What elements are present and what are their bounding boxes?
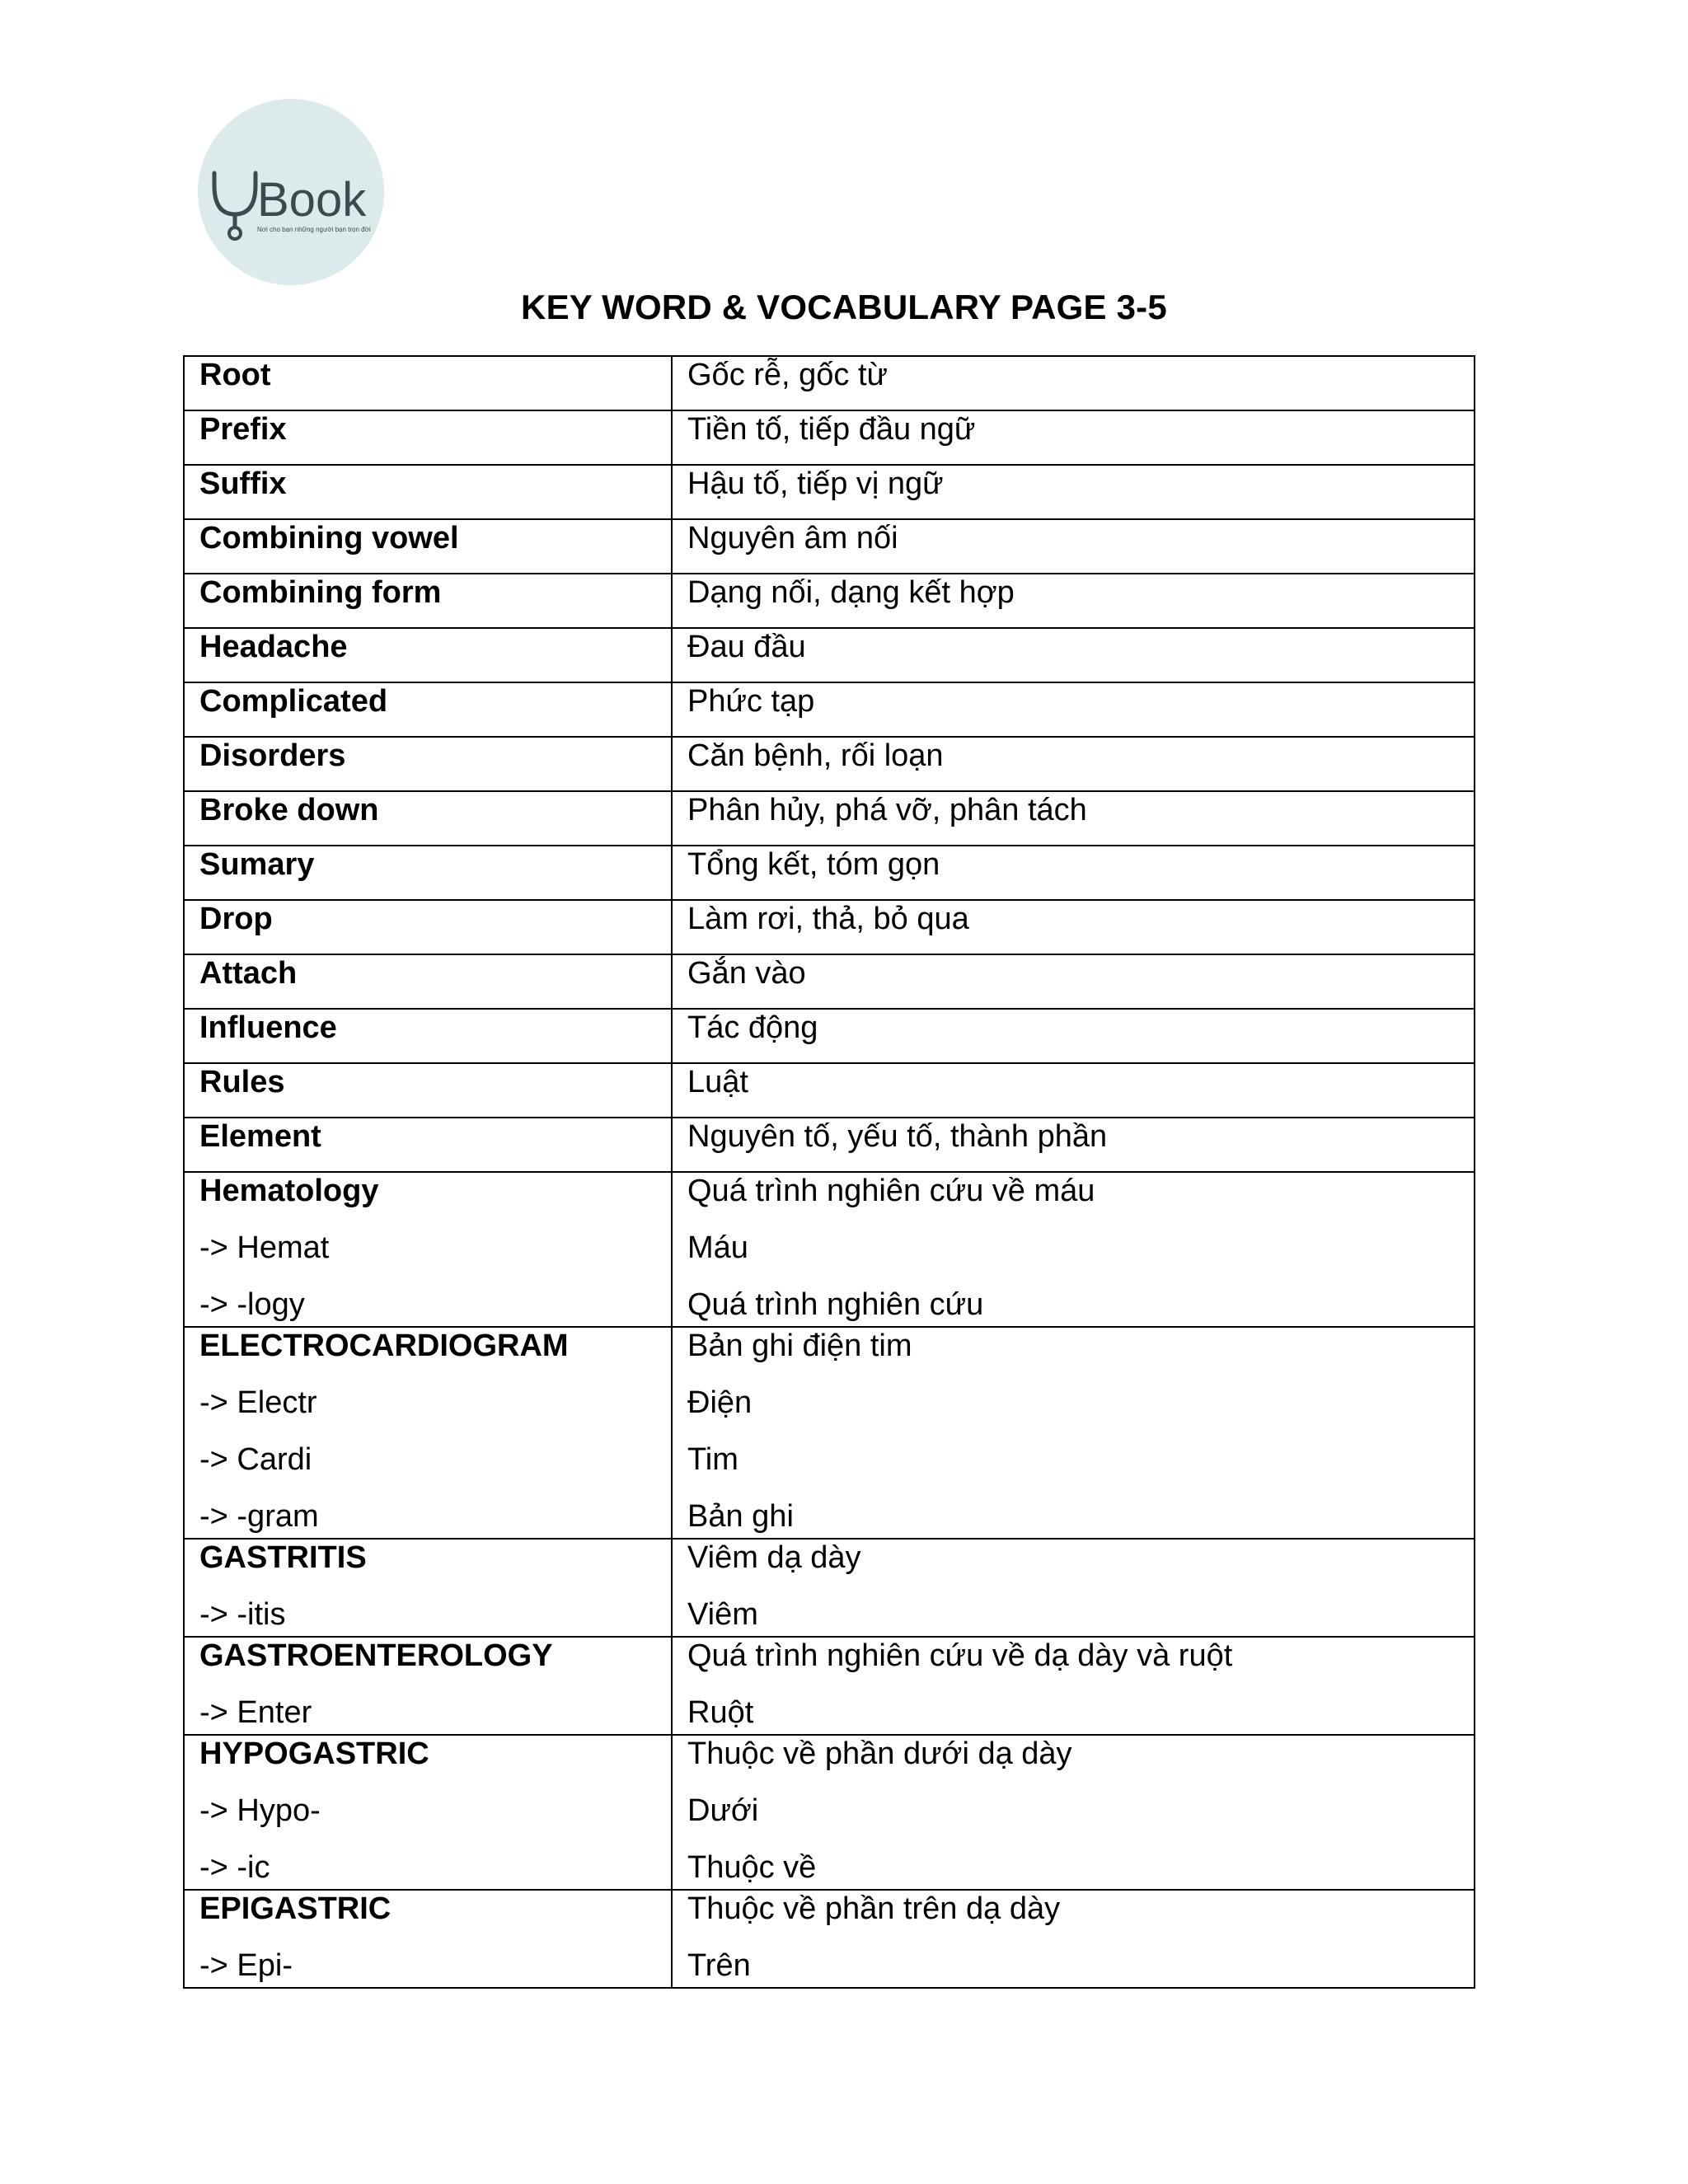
term-cell: Broke down	[184, 791, 672, 846]
logo-tagline: Nơi cho bạn những người bạn trọn đời	[257, 226, 371, 233]
word-part-meaning: Viêm	[687, 1597, 758, 1632]
group-term: EPIGASTRIC	[199, 1891, 392, 1926]
table-row	[184, 737, 1475, 791]
term-cell: Element	[184, 1118, 672, 1172]
word-part: -> -ic	[199, 1850, 270, 1885]
term-cell: Complicated	[184, 682, 672, 737]
group-meaning: Quá trình nghiên cứu về máu	[687, 1174, 1095, 1208]
word-part: -> Cardi	[199, 1442, 312, 1477]
group-meaning: Viêm dạ dày	[687, 1540, 861, 1575]
word-part-meaning: Bản ghi	[687, 1499, 794, 1534]
table-row	[184, 465, 1475, 519]
meaning-cell	[672, 1539, 1475, 1637]
word-part: -> Enter	[199, 1695, 312, 1730]
table-row	[184, 846, 1475, 900]
table-row-group	[184, 1539, 1475, 1637]
term-cell: Sumary	[184, 846, 672, 900]
word-part-meaning: Ruột	[687, 1695, 754, 1730]
term-cell: Headache	[184, 628, 672, 682]
term-cell: Rules	[184, 1063, 672, 1118]
stethoscope-icon	[198, 99, 384, 285]
table-row	[184, 682, 1475, 737]
meaning-cell: Tác động	[672, 1009, 1475, 1063]
meaning-cell: Luật	[672, 1063, 1475, 1118]
meaning-cell: Tổng kết, tóm gọn	[672, 846, 1475, 900]
table-row	[184, 791, 1475, 846]
table-row	[184, 410, 1475, 465]
table-row	[184, 1118, 1475, 1172]
term-cell	[184, 1172, 672, 1327]
table-row	[184, 1063, 1475, 1118]
table-row	[184, 1009, 1475, 1063]
logo-brand: Book	[257, 173, 367, 227]
term-cell: Combining vowel	[184, 519, 672, 574]
table-row-group	[184, 1890, 1475, 1988]
meaning-cell: Làm rơi, thả, bỏ qua	[672, 900, 1475, 954]
term-cell: Attach	[184, 954, 672, 1009]
word-part: -> Epi-	[199, 1948, 293, 1983]
group-meaning: Thuộc về phần trên dạ dày	[687, 1891, 1061, 1926]
meaning-cell: Tiền tố, tiếp đầu ngữ	[672, 410, 1475, 465]
group-term: GASTRITIS	[199, 1540, 367, 1575]
word-part: -> Hypo-	[199, 1793, 321, 1828]
word-part-meaning: Tim	[687, 1442, 738, 1477]
meaning-cell: Phân hủy, phá vỡ, phân tách	[672, 791, 1475, 846]
term-cell: Prefix	[184, 410, 672, 465]
table-row-group	[184, 1735, 1475, 1890]
word-part-meaning: Quá trình nghiên cứu	[687, 1287, 984, 1322]
meaning-cell	[672, 1327, 1475, 1539]
page-title: KEY WORD & VOCABULARY PAGE 3-5	[521, 288, 1167, 326]
term-cell	[184, 1637, 672, 1735]
meaning-cell	[672, 1637, 1475, 1735]
table-row	[184, 356, 1475, 410]
group-term: HYPOGASTRIC	[199, 1736, 429, 1771]
meaning-cell	[672, 1735, 1475, 1890]
group-term: GASTROENTEROLOGY	[199, 1638, 553, 1673]
group-meaning: Thuộc về phần dưới dạ dày	[687, 1736, 1072, 1771]
word-part-meaning: Máu	[687, 1230, 748, 1265]
table-row	[184, 628, 1475, 682]
group-meaning: Quá trình nghiên cứu về dạ dày và ruột	[687, 1638, 1233, 1673]
word-part: -> -gram	[199, 1499, 319, 1534]
word-part-meaning: Trên	[687, 1948, 751, 1983]
logo	[198, 99, 384, 285]
vocabulary-table	[183, 355, 1475, 1989]
table-row	[184, 900, 1475, 954]
group-term: ELECTROCARDIOGRAM	[199, 1329, 569, 1363]
table-row-group	[184, 1637, 1475, 1735]
term-cell	[184, 1735, 672, 1890]
meaning-cell: Gốc rễ, gốc từ	[672, 356, 1475, 410]
word-part: -> -itis	[199, 1597, 286, 1632]
meaning-cell: Phức tạp	[672, 682, 1475, 737]
meaning-cell: Gắn vào	[672, 954, 1475, 1009]
meaning-cell: Dạng nối, dạng kết hợp	[672, 574, 1475, 628]
group-term: Hematology	[199, 1174, 379, 1208]
term-cell	[184, 1539, 672, 1637]
meaning-cell: Hậu tố, tiếp vị ngữ	[672, 465, 1475, 519]
table-row	[184, 574, 1475, 628]
table-row	[184, 954, 1475, 1009]
term-cell: Combining form	[184, 574, 672, 628]
meaning-cell: Nguyên tố, yếu tố, thành phần	[672, 1118, 1475, 1172]
meaning-cell	[672, 1890, 1475, 1988]
word-part: -> Electr	[199, 1385, 317, 1420]
meaning-cell: Nguyên âm nối	[672, 519, 1475, 574]
term-cell: Drop	[184, 900, 672, 954]
group-meaning: Bản ghi điện tim	[687, 1329, 912, 1363]
table-row-group	[184, 1327, 1475, 1539]
table-row-group	[184, 1172, 1475, 1327]
meaning-cell: Căn bệnh, rối loạn	[672, 737, 1475, 791]
term-cell: Root	[184, 356, 672, 410]
word-part: -> -logy	[199, 1287, 305, 1322]
term-cell	[184, 1890, 672, 1988]
term-cell: Suffix	[184, 465, 672, 519]
term-cell: Influence	[184, 1009, 672, 1063]
table-row	[184, 519, 1475, 574]
word-part: -> Hemat	[199, 1230, 330, 1265]
term-cell: Disorders	[184, 737, 672, 791]
meaning-cell	[672, 1172, 1475, 1327]
word-part-meaning: Thuộc về	[687, 1850, 817, 1885]
meaning-cell: Đau đầu	[672, 628, 1475, 682]
word-part-meaning: Dưới	[687, 1793, 759, 1828]
term-cell	[184, 1327, 672, 1539]
word-part-meaning: Điện	[687, 1385, 753, 1420]
